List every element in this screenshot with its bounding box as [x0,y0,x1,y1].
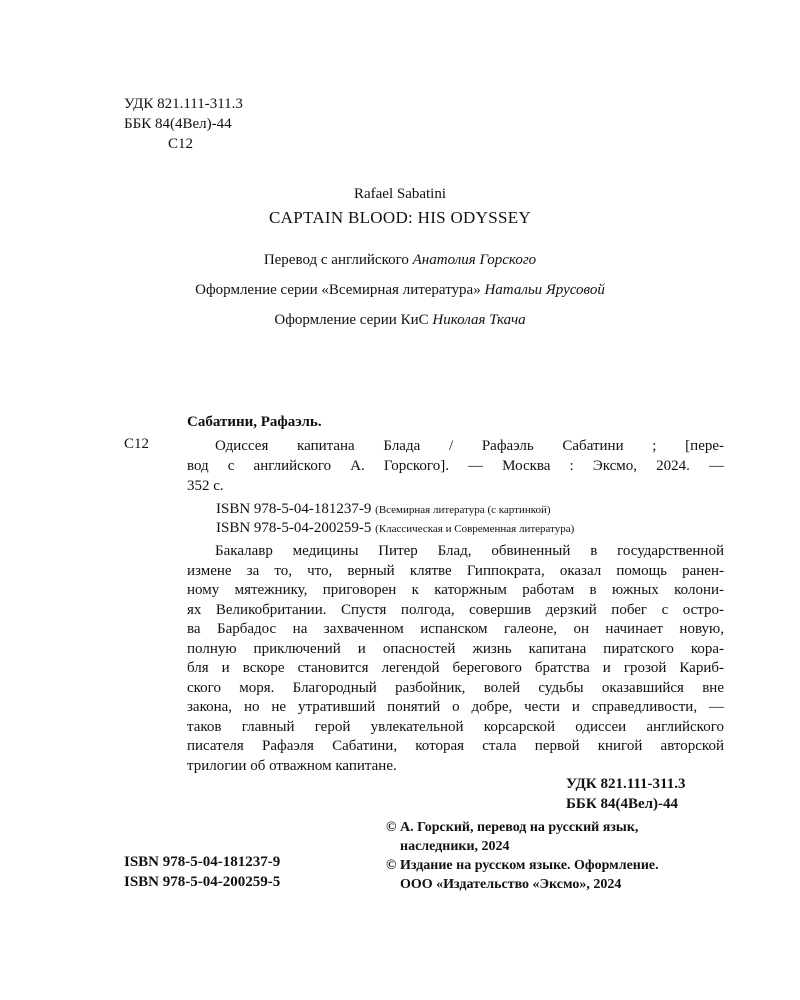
annotation-line: измене за то, что, верный клятве Гиппократа, оказал помощь ранен- [187,562,724,579]
footer-udk-code: УДК 821.111-311.3 [566,776,686,792]
footer-isbn-2: ISBN 978-5-04-200259-5 [124,874,281,890]
annotation-line: полную приключений и опасностей жизнь капитана пиратского кора- [187,640,724,657]
description-line: вод с английского А. Горского]. — Москва : Эксмо, 2024. — [187,458,724,474]
annotation-line: трилогии об отважном капитане. [187,757,397,774]
original-title: CAPTAIN BLOOD: HIS ODYSSEY [269,208,531,227]
bbk-code: ББК 84(4Вел)-44 [124,116,232,132]
credit-name: Анатолия Горского [412,252,537,268]
annotation-line: таков главный герой увлекательной корсарской одиссеи английского [187,718,724,735]
annotation-line: ва Барбадос на захваченном испанском галеоне, он начинает новую, [187,621,724,637]
isbn-number: ISBN 978-5-04-200259-5 [216,520,372,536]
credit-label: Оформление серии КиС [274,312,429,328]
annotation-line: бля и вскоре становится легендой берегового братства и грозой Кариб- [187,660,724,676]
copyright-line: © А. Горский, перевод на русский язык, [386,820,639,835]
annotation-line: ях Великобритании. Спустя полгода, совершив дерзкий побег с остро- [187,601,724,618]
catalog-sign: С12 [124,436,150,452]
credit-name: Натальи Ярусовой [484,282,605,298]
credit-series-design [0,282,800,299]
catalog-author-heading: Сабатини, Рафаэль. [187,414,322,430]
credit-label: Оформление серии «Всемирная литература» [195,282,481,298]
description-line: 352 с. [187,478,224,494]
credit-kis-design [0,312,800,329]
annotation-line: ному мятежнику, приговорен к каторжным работам в южных колони- [187,582,724,598]
footer-bbk-code: ББК 84(4Вел)-44 [566,796,679,812]
copyright-line: © Издание на русском языке. Оформление. [386,858,659,873]
isbn-note: (Всемирная литература (с картинкой) [375,504,551,516]
catalog-description [187,436,724,496]
copyright-line: наследники, 2024 [400,839,510,854]
credit-name: Николая Ткача [432,312,526,328]
catalog-isbn-2 [216,519,574,539]
annotation-line: ского моря. Благородный разбойник, волей судьбы оказавшийся вне [187,679,724,696]
copyright-line: ООО «Издательство «Эксмо», 2024 [400,877,622,892]
annotation-line: Бакалавр медицины Питер Блад, обвиненный в государственной [215,543,724,559]
description-line: Одиссея капитана Блада / Рафаэль Сабатини ; [пере- [215,438,724,454]
udk-code: УДК 821.111-311.3 [124,96,243,112]
isbn-note: (Классическая и Современная литература) [375,523,575,535]
footer-isbn-1: ISBN 978-5-04-181237-9 [124,854,281,870]
credit-translation [0,252,800,269]
author-sign: С12 [168,136,194,152]
annotation-line: писателя Рафаэля Сабатини, которая стала первой книгой авторской [187,738,724,754]
isbn-number: ISBN 978-5-04-181237-9 [216,501,372,517]
original-author: Rafael Sabatini [353,186,447,202]
catalog-isbn-1 [216,500,551,520]
credit-label: Перевод с английского [263,252,409,268]
annotation-paragraph [187,542,724,776]
copyright-block [386,818,659,894]
annotation-line: закона, но не утративший понятий о добре, чести и справедливости, — [187,699,724,715]
